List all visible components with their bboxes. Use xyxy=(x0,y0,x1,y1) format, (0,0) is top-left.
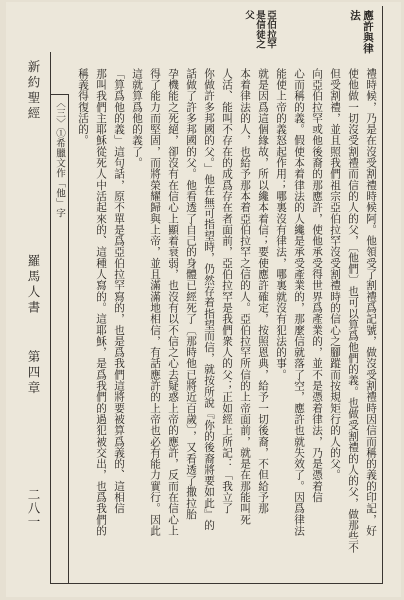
body-column-13: 得了能力而堅固，而將榮耀歸與上帝，並且滿滿地相信，有話應許的上帝也必有能力實行。因此 xyxy=(149,68,161,537)
frame-left-rule xyxy=(50,52,51,584)
frame-right-rule xyxy=(382,6,383,584)
frame-bottom-rule xyxy=(50,583,383,584)
body-column-11: 話做了許多邦國的父。他看透了自己的身體已經死了〔那時他已將近百歲〕，又看透了撒拉胎 xyxy=(185,68,197,520)
body-column-14: 這就算爲他的義了。 xyxy=(131,68,143,169)
body-column-17: 稱義得復活的。 xyxy=(77,68,89,147)
footnote-divider xyxy=(68,94,69,584)
footnote: 〈三〉①希臘文作「他」字 xyxy=(54,98,65,218)
body-column-2: 使他做一切沒受割禮而信的人的父，〔他們〕也可以算爲他們的義。也做受割禮的人的父，做那些不 xyxy=(347,68,359,554)
subheading-line2: 是信徒之 xyxy=(254,10,265,49)
body-column-16: 那叫我們主耶穌從死人中活起來的、這種人寫的。這耶穌，是爲我們的過犯被交出，也爲我們的 xyxy=(95,68,107,537)
body-column-5: 心而稱的義。假使本着律法的人纔是承受產業的，那麼信就落了空，應許也就失效了。因爲律法 xyxy=(293,68,305,537)
body-column-1: 禮時候，乃是在沒受割禮時候阿。他領受了割禮爲記號，做沒受割禮時因信而稱的義的印記，好 xyxy=(365,68,377,537)
book-page xyxy=(6,2,401,597)
page-number: 二八一 xyxy=(26,488,41,529)
book-title: 新約聖經 xyxy=(26,60,41,122)
body-column-10: 你做許多邦國的父。」他在無可指望時，仍然存着指望而信，就按所說『你的後裔將要如此』的 xyxy=(203,68,215,531)
body-column-9: 人活、能叫不存在的成爲存在者面前，亞伯拉罕是我們衆人的父；正如經上所記：「我立了 xyxy=(221,68,233,514)
section-heading-line2: 法 xyxy=(349,10,361,21)
body-column-6: 能使上帝的義怒起作用；哪裏沒有律法，哪裏就沒有犯法的事。 xyxy=(275,68,287,381)
body-column-4: 向亞伯拉罕或他後裔的那應許，使他承受得世界爲產業的，並不是憑着律法，乃是憑着信 xyxy=(311,68,323,503)
section-heading-line1: 應許與律 xyxy=(362,10,374,54)
epistle-title: 羅馬人書 xyxy=(26,254,41,316)
body-column-8: 本着律法的人，也給予那本着亞伯拉罕之信的人。亞伯拉罕所信的上帝面前，就是在那能叫死 xyxy=(239,68,251,526)
subheading-line1: 亞伯拉罕 xyxy=(265,10,276,49)
subheading-line3: 父 xyxy=(243,10,254,20)
body-column-15: 「算爲他的義」這句話，原不單是爲亞伯拉罕寫的，也是爲我們這將要被算爲義的、這相信 xyxy=(113,68,125,514)
body-column-12: 孕機能之死絕，卻沒有在信心上顯着衰弱，也沒有以不信之心去疑惑上帝的應許，反而在信心上 xyxy=(167,68,179,537)
body-column-7: 就是因爲這個緣故，所以纔本着信；要使應許確定，按照恩典，給予一切後裔，不但給予那 xyxy=(257,68,269,514)
body-column-3: 但受割禮，並且照我們祖宗亞伯拉罕沒受割禮時的信心之腳蹤而按規矩行的人的父。 xyxy=(329,68,341,481)
footnote-top-rule xyxy=(50,94,69,95)
chapter-label: 第四章 xyxy=(26,350,41,397)
